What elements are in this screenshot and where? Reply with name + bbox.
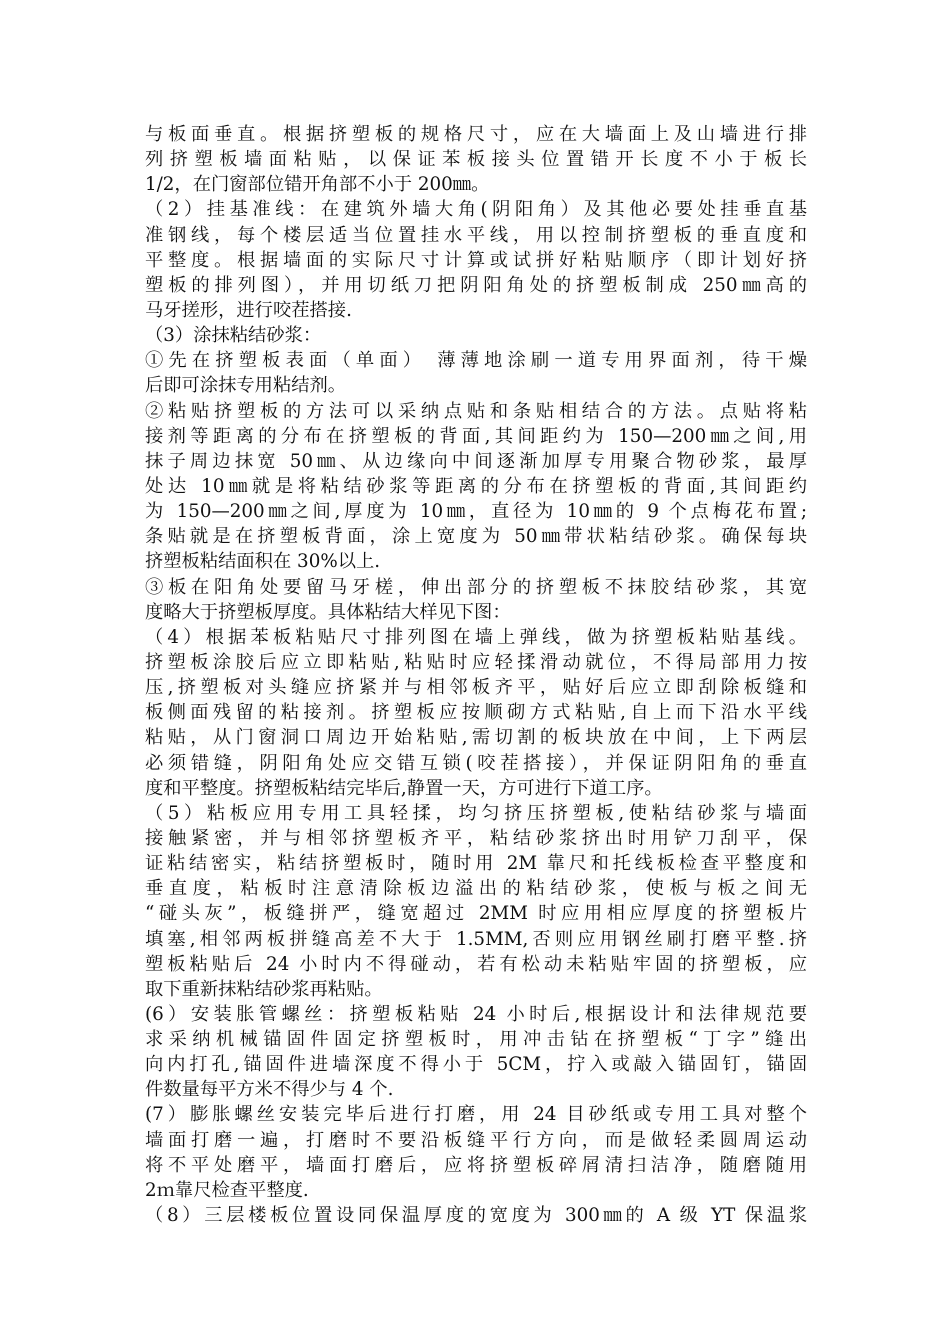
text-line: 马牙搓形，进行咬茬搭接. (145, 299, 352, 321)
text-line: 为 150—200㎜之间,厚度为 10㎜，直径为 10㎜的 9 个点梅花布置; (145, 501, 807, 523)
text-line: 接剂等距离的分布在挤塑板的背面,其间距约为 150—200㎜之间,用 (145, 425, 807, 447)
text-line: 1/2，在门窗部位错开角部不小于 200㎜。 (145, 174, 490, 196)
text-line: ②粘贴挤塑板的方法可以采纳点贴和条贴相结合的方法。点贴将粘 (145, 400, 807, 422)
text-line: （8）三层楼板位置设同保温厚度的宽度为 300㎜的 A 级 YT 保温浆 (145, 1205, 807, 1227)
text-line: （5）粘板应用专用工具轻揉，均匀挤压挤塑板,使粘结砂浆与墙面 (145, 802, 807, 824)
text-line: 将不平处磨平，墙面打磨后，应将挤塑板碎屑清扫洁净，随磨随用 (145, 1154, 807, 1176)
text-line: 挤塑板涂胶后应立即粘贴,粘贴时应轻揉滑动就位，不得局部用力按 (145, 651, 807, 673)
text-line: 抹子周边抹宽 50㎜、从边缘向中间逐渐加厚专用聚合物砂浆，最厚 (145, 450, 807, 472)
text-line: (6）安装胀管螺丝：挤塑板粘贴 24 小时后,根据设计和法律规范要 (145, 1003, 807, 1025)
text-line: 求采纳机械锚固件固定挤塑板时，用冲击钻在挤塑板“丁字”缝出 (145, 1029, 807, 1051)
text-line: (7）膨胀螺丝安装完毕后进行打磨，用 24 目砂纸或专用工具对整个 (145, 1104, 807, 1126)
text-line: 填塞,相邻两板拼缝高差不大于 1.5MM,否则应用钢丝刷打磨平整.挤 (145, 928, 807, 950)
text-line: 必须错缝，阴阳角处应交错互锁(咬茬搭接），并保证阴阳角的垂直 (145, 752, 807, 774)
text-line: 板侧面残留的粘接剂。挤塑板应按顺砌方式粘贴,自上而下沿水平线 (145, 702, 807, 724)
document-body (145, 122, 807, 1228)
text-line: 处达 10㎜就是将粘结砂浆等距离的分布在挤塑板的背面,其间距约 (145, 475, 807, 497)
text-line: 挤塑板粘结面积在 30%以上. (145, 551, 381, 573)
text-line: 证粘结密实，粘结挤塑板时，随时用 2M 靠尺和托线板检查平整度和 (145, 853, 807, 875)
text-line: 平整度。根据墙面的实际尺寸计算或试拼好粘贴顺序（即计划好挤 (145, 249, 807, 271)
text-line: 条贴就是在挤塑板背面，涂上宽度为 50㎜带状粘结砂浆。确保每块 (145, 526, 807, 548)
text-line: 度和平整度。挤塑板粘结完毕后,静置一天，方可进行下道工序。 (145, 777, 663, 799)
text-line: 塑板粘贴后 24 小时内不得碰动，若有松动未粘贴牢固的挤塑板，应 (145, 953, 807, 975)
text-line: “碰头灰”，板缝拼严，缝宽超过 2MM 时应用相应厚度的挤塑板片 (145, 903, 807, 925)
text-line: 后即可涂抹专用粘结剂。 (145, 375, 347, 397)
text-line: （3）涂抹粘结砂浆： (145, 325, 322, 347)
text-line: 2ｍ靠尺检查平整度. (145, 1179, 309, 1201)
text-line: （4）根据苯板粘贴尺寸排列图在墙上弹线，做为挤塑板粘贴基线。 (145, 626, 807, 648)
text-line: 接触紧密，并与相邻挤塑板齐平，粘结砂浆挤出时用铲刀刮平，保 (145, 827, 807, 849)
text-line: 塑板的排列图），并用切纸刀把阴阳角处的挤塑板制成 250㎜高的 (145, 274, 807, 296)
text-line: 粘贴，从门窗洞口周边开始粘贴,需切割的板块放在中间，上下两层 (145, 727, 807, 749)
text-line: （2）挂基准线：在建筑外墙大角(阴阳角）及其他必要处挂垂直基 (145, 199, 807, 221)
text-line: 向内打孔,锚固件进墙深度不得小于 5CM，拧入或敲入锚固钉，锚固 (145, 1054, 807, 1076)
text-line: ①先在挤塑板表面（单面） 薄薄地涂刷一道专用界面剂，待干燥 (145, 350, 807, 372)
text-line: 度略大于挤塑板厚度。具体粘结大样见下图： (145, 601, 511, 623)
text-line: 取下重新抹粘结砂浆再粘贴。 (145, 978, 383, 1000)
text-line: 垂直度，粘板时注意清除板边溢出的粘结砂浆，使板与板之间无 (145, 878, 807, 900)
text-line: ③板在阳角处要留马牙槎，伸出部分的挤塑板不抹胶结砂浆，其宽 (145, 576, 807, 598)
text-line: 列挤塑板墙面粘贴，以保证苯板接头位置错开长度不小于板长 (145, 149, 807, 171)
text-line: 与板面垂直。根据挤塑板的规格尺寸，应在大墙面上及山墙进行排 (145, 124, 807, 145)
text-line: 件数量每平方米不得少与 4 个. (145, 1079, 394, 1101)
text-line: 准钢线，每个楼层适当位置挂水平线，用以控制挤塑板的垂直度和 (145, 224, 807, 246)
text-line: 压,挤塑板对头缝应挤紧并与相邻板齐平，贴好后应立即刮除板缝和 (145, 677, 807, 699)
text-line: 墙面打磨一遍，打磨时不要沿板缝平行方向，而是做轻柔圆周运动 (145, 1129, 807, 1151)
